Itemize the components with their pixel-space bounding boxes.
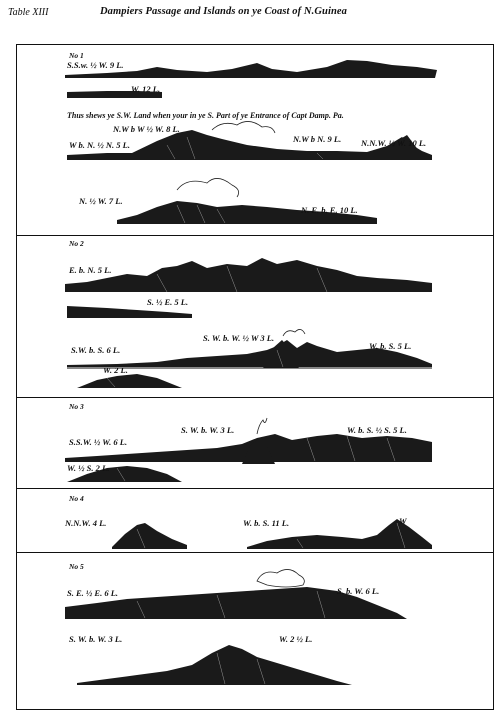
caption-sw-land: Thus shews ye S.W. Land when your in ye S. Part of ye Entrance of Capt Damp. Pa.: [67, 111, 344, 120]
coastline-ebn: [65, 258, 432, 292]
panel-4-number: No 4: [69, 494, 84, 503]
panel-2-number: No 2: [69, 239, 84, 248]
label-se-6l: S. E. ½ E. 6 L.: [67, 588, 119, 598]
cloud-panel-5: [257, 569, 304, 587]
label-swbs-6l: S.W. b. S. 6 L.: [71, 345, 121, 355]
label-nnw-10l: N.N.W. ½ W. 10 L.: [361, 138, 427, 148]
label-wbs-5l: W. b. S. ½ S. 5 L.: [347, 425, 407, 435]
label-wbn-5l: W b. N. ½ N. 5 L.: [69, 140, 130, 150]
label-w-12l: W. 12 L.: [131, 84, 161, 94]
label-w-2l: W. ½ S. 2 L.: [67, 463, 110, 473]
label-se-5l: S. ½ E. 5 L.: [147, 297, 189, 307]
peak-cloud: [283, 329, 305, 336]
coastline-w2l: [77, 374, 182, 388]
coastline-nnw: [112, 523, 187, 549]
panel-4: [16, 488, 494, 553]
coastline-swbw: [77, 645, 352, 685]
label-w-2l: W. 2 L.: [103, 365, 128, 375]
panel-2-coastlines: [17, 236, 494, 398]
label-nwbn-9l: N.W b N. 9 L.: [293, 134, 342, 144]
panel-5-number: No 5: [69, 562, 84, 571]
panel-2: [16, 235, 494, 398]
label-n-7l: N. ½ W. 7 L.: [79, 196, 123, 206]
label-nebe-10l: N. E. b. E. 10 L.: [301, 205, 358, 215]
label-w: W: [399, 516, 407, 526]
smoke-cloud: [212, 121, 275, 133]
label-ssw-9l: S.S.w. ½ W. 9 L.: [67, 60, 124, 70]
volcano-smoke: [257, 418, 267, 434]
panel-5: [16, 552, 494, 710]
panel-3: [16, 397, 494, 489]
label-ssw-6l: S.S.W. ½ W. 6 L.: [69, 437, 128, 447]
panel-1: [16, 44, 494, 236]
cloud-north: [177, 178, 239, 197]
coastline-se: [67, 306, 192, 318]
label-nwbw-8l: N.W b W ½ W. 8 L.: [113, 124, 180, 134]
label-swbw-3l: S. W. b. W. 3 L.: [69, 634, 123, 644]
plate-title: Dampiers Passage and Islands on ye Coast of N.Guinea: [100, 6, 348, 17]
label-sbw-6l: S. b. W. 6 L.: [337, 586, 380, 596]
label-nnw-4l: N.N.W. 4 L.: [65, 518, 107, 528]
panel-5-coastlines: [17, 553, 494, 710]
label-ebn-5l: E. b. N. 5 L.: [69, 265, 112, 275]
label-w-2-5l: W. 2 ½ L.: [279, 634, 313, 644]
plate-number: Table XIII: [8, 7, 49, 18]
label-wbs-5l: W. b. S. 5 L.: [369, 341, 412, 351]
panel-3-number: No 3: [69, 402, 84, 411]
panel-1-number: No 1: [69, 51, 84, 60]
label-swbw-3l: S. W. b. W. ½ W 3 L.: [203, 333, 275, 343]
label-wbs-11l: W. b. S. 11 L.: [243, 518, 290, 528]
label-swbw-3l: S. W. b. W. 3 L.: [181, 425, 235, 435]
